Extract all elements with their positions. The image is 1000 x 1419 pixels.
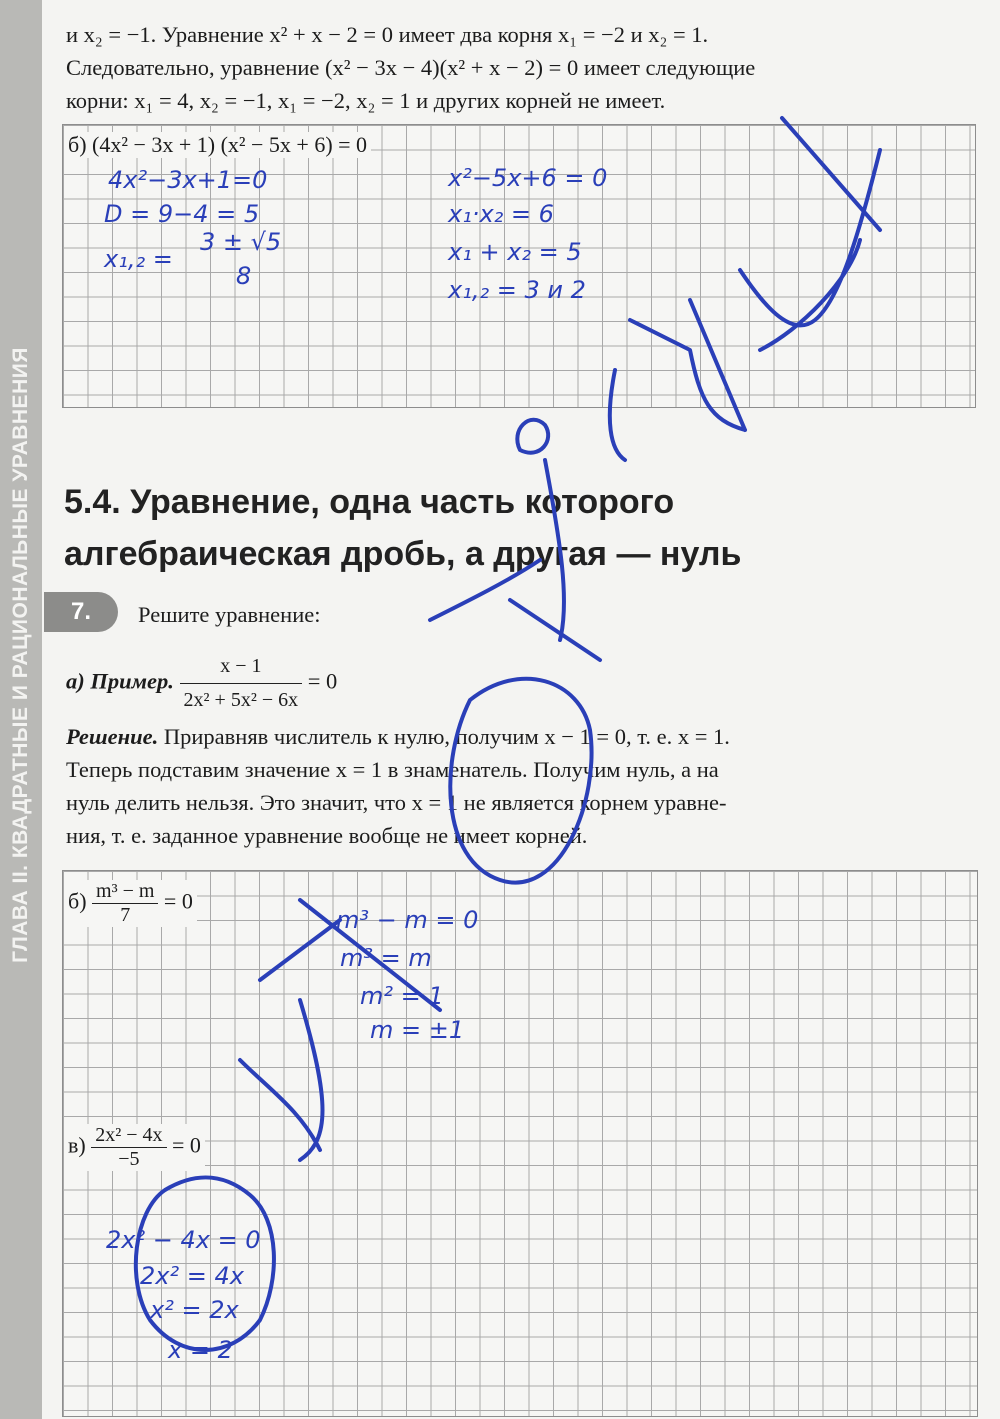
handwriting-line: x₁·x₂ = 6 — [448, 200, 554, 228]
solution-line-1: Приравняв числитель к нулю, получим x − 1 = 0, т. е. x = 1. — [163, 724, 730, 749]
section-title-line-2: алгебраическая дробь, а другая — нуль — [64, 535, 742, 573]
example-denominator: 2x² + 5x² − 6x — [180, 683, 303, 717]
chapter-title: ГЛАВА II. КВАДРАТНЫЕ И РАЦИОНАЛЬНЫЕ УРАВНЕНИЯ — [9, 347, 32, 963]
task-b-numerator: m³ − m — [96, 880, 155, 902]
solution-label: Решение. — [66, 724, 159, 749]
exercise-instruction: Решите уравнение: — [138, 602, 321, 627]
handwriting-line: m³ = m — [340, 944, 432, 972]
handwriting-line: x²−5x+6 = 0 — [448, 164, 608, 192]
task-b-fraction — [92, 880, 158, 927]
handwriting-line: x₁,₂ = — [104, 245, 173, 273]
solution-line-4: ния, т. е. заданное уравнение вообще не имеет корней. — [66, 823, 588, 848]
handwriting-line: D = 9−4 = 5 — [104, 200, 260, 228]
task-v-equation — [64, 1124, 205, 1171]
handwriting-line: x² = 2x — [150, 1296, 239, 1324]
task-b-rhs: = 0 — [163, 888, 193, 914]
handwriting-line: 3 ± √5 — [200, 228, 282, 256]
handwriting-line: x = 2 — [168, 1336, 233, 1364]
task-b-label: б) — [68, 888, 87, 914]
example-numerator: x − 1 — [220, 655, 262, 677]
example-rhs: = 0 — [307, 668, 338, 694]
exercise-number-badge: 7. — [44, 592, 118, 632]
task-v-label: в) — [68, 1132, 86, 1158]
top-paragraph — [66, 18, 980, 117]
task-v-rhs: = 0 — [172, 1132, 201, 1158]
solution-paragraph — [66, 720, 980, 852]
task-b-denominator: 7 — [92, 903, 158, 927]
example-fraction — [180, 650, 303, 717]
task-v-fraction — [91, 1124, 166, 1171]
handwriting-line: m² = 1 — [360, 982, 444, 1010]
handwriting-line: x₁ + x₂ = 5 — [448, 238, 582, 266]
section-title-line-1: 5.4. Уравнение, одна часть которого — [64, 483, 675, 521]
handwriting-line: 2x² − 4x = 0 — [106, 1226, 261, 1254]
example-line — [66, 650, 980, 717]
handwriting-line: m = ±1 — [370, 1016, 465, 1044]
scribble-stroke — [517, 420, 548, 453]
solution-line-3: нуль делить нельзя. Это значит, что x = 1 не является корнем уравне- — [66, 790, 727, 815]
handwriting-line: 4x²−3x+1=0 — [108, 166, 268, 194]
solution-line-2: Теперь подставим значение x = 1 в знаменатель. Получим нуль, а на — [66, 757, 719, 782]
handwriting-line: 2x² = 4x — [140, 1262, 244, 1290]
task-b-prev-equation: б) (4x² − 3x + 1) (x² − 5x + 6) = 0 — [64, 132, 371, 158]
task-b-equation — [64, 880, 197, 927]
top-line-2: Следовательно, уравнение (x² − 3x − 4)(x² + x − 2) = 0 имеет следующие — [66, 55, 756, 80]
top-line-3: корни: x₁ = 4, x₂ = −1, x₁ = −2, x₂ = 1 и других корней не имеет. — [66, 88, 666, 113]
handwriting-line: 8 — [236, 262, 252, 290]
handwriting-line: x₁,₂ = 3 и 2 — [448, 276, 586, 304]
example-label — [66, 669, 180, 694]
chapter-sideband — [0, 0, 42, 1419]
task-v-denominator: −5 — [91, 1147, 166, 1171]
top-line-1: и x₂ = −1. Уравнение x² + x − 2 = 0 имеет два корня x₁ = −2 и x₂ = 1. — [66, 22, 709, 47]
handwriting-line: m³ − m = 0 — [336, 906, 479, 934]
example-label-text: а) Пример. — [66, 668, 174, 694]
task-v-numerator: 2x² − 4x — [95, 1124, 163, 1146]
